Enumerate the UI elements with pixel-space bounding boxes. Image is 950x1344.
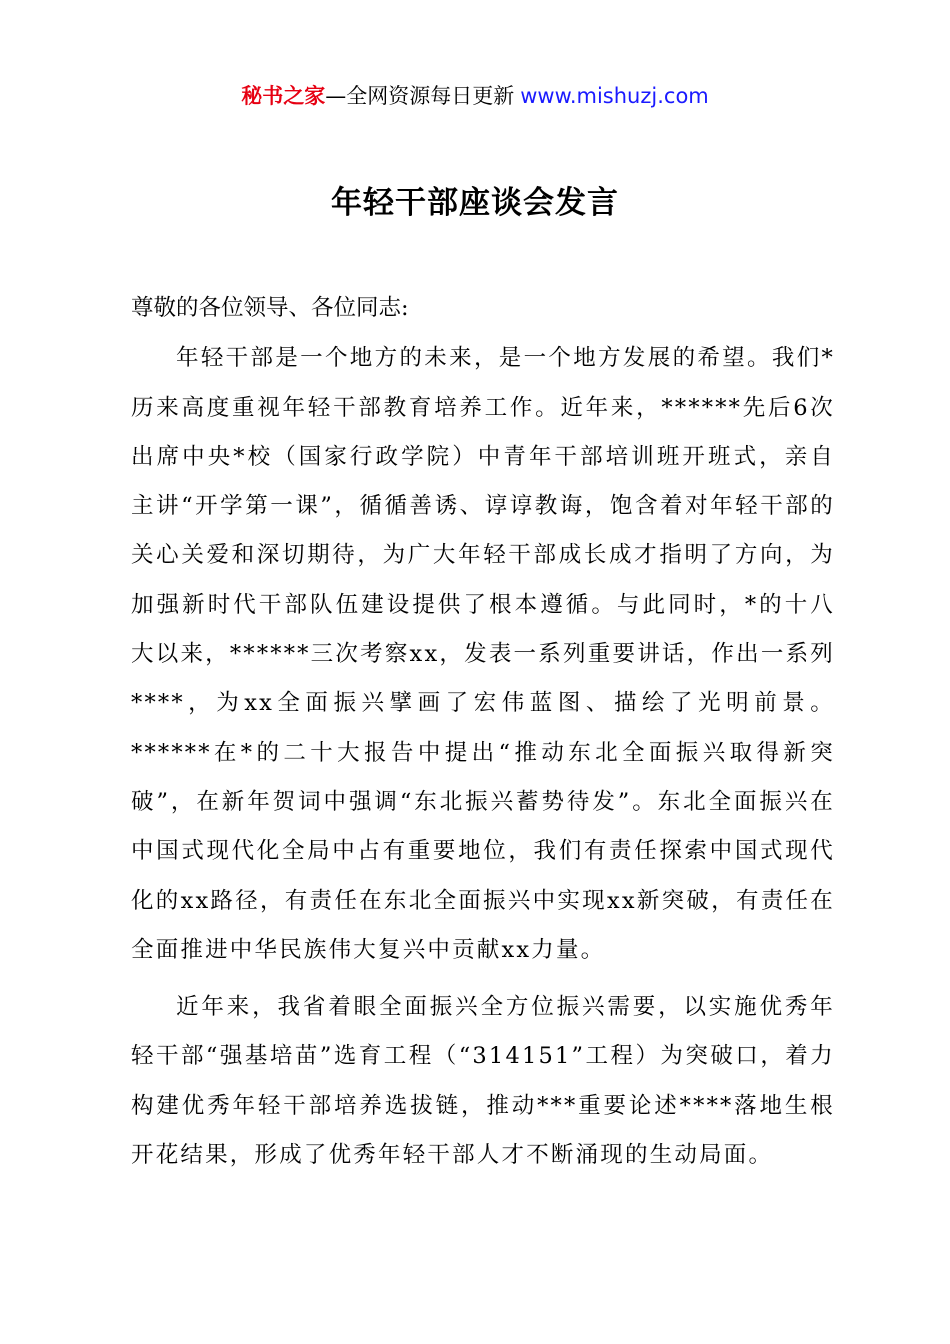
site-url-link[interactable]: www.mishuzj.com (520, 84, 709, 108)
header-banner (0, 82, 950, 110)
brand-name: 秘书之家 (241, 84, 326, 108)
salutation: 尊敬的各位领导、各位同志: (131, 295, 409, 321)
body-paragraph-1: 年轻干部是一个地方的未来，是一个地方发展的希望。我们*历来高度重视年轻干部教育培养工作。近年来，******先后6次出席中央*校（国家行政学院）中青年干部培训班开班式，亲自主讲“开学第一课”，循循善诱、谆谆教诲，饱含着对年轻干部的关心关爱和深切期待，为广大年轻干部成长成才指明了方向，为加强新时代干部队伍建设提供了根本遵循。与此同时，*的十八大以来，******三次考察xx，发表一系列重要讲话，作出一系列****，为xx全面振兴擘画了宏伟蓝图、描绘了光明前景。******在*的二十大报告中提出“推动东北全面振兴取得新突破”，在新年贺词中强调“东北振兴蓄势待发”。东北全面振兴在中国式现代化全局中占有重要地位，我们有责任探索中国式现代化的xx路径，有责任在东北全面振兴中实现xx新突破，有责任在全面推进中华民族伟大复兴中贡献xx力量。 (131, 345, 835, 963)
document-body (131, 284, 835, 1188)
body-paragraph-2: 近年来，我省着眼全面振兴全方位振兴需要，以实施优秀年轻干部“强基培苗”选育工程（“314151”工程）为突破口，着力构建优秀年轻干部培养选拔链，推动***重要论述****落地生根开花结果，形成了优秀年轻干部人才不断涌现的生动局面。 (131, 994, 835, 1169)
document-title: 年轻干部座谈会发言 (331, 185, 619, 221)
header-tagline: —全网资源每日更新 (325, 84, 515, 108)
